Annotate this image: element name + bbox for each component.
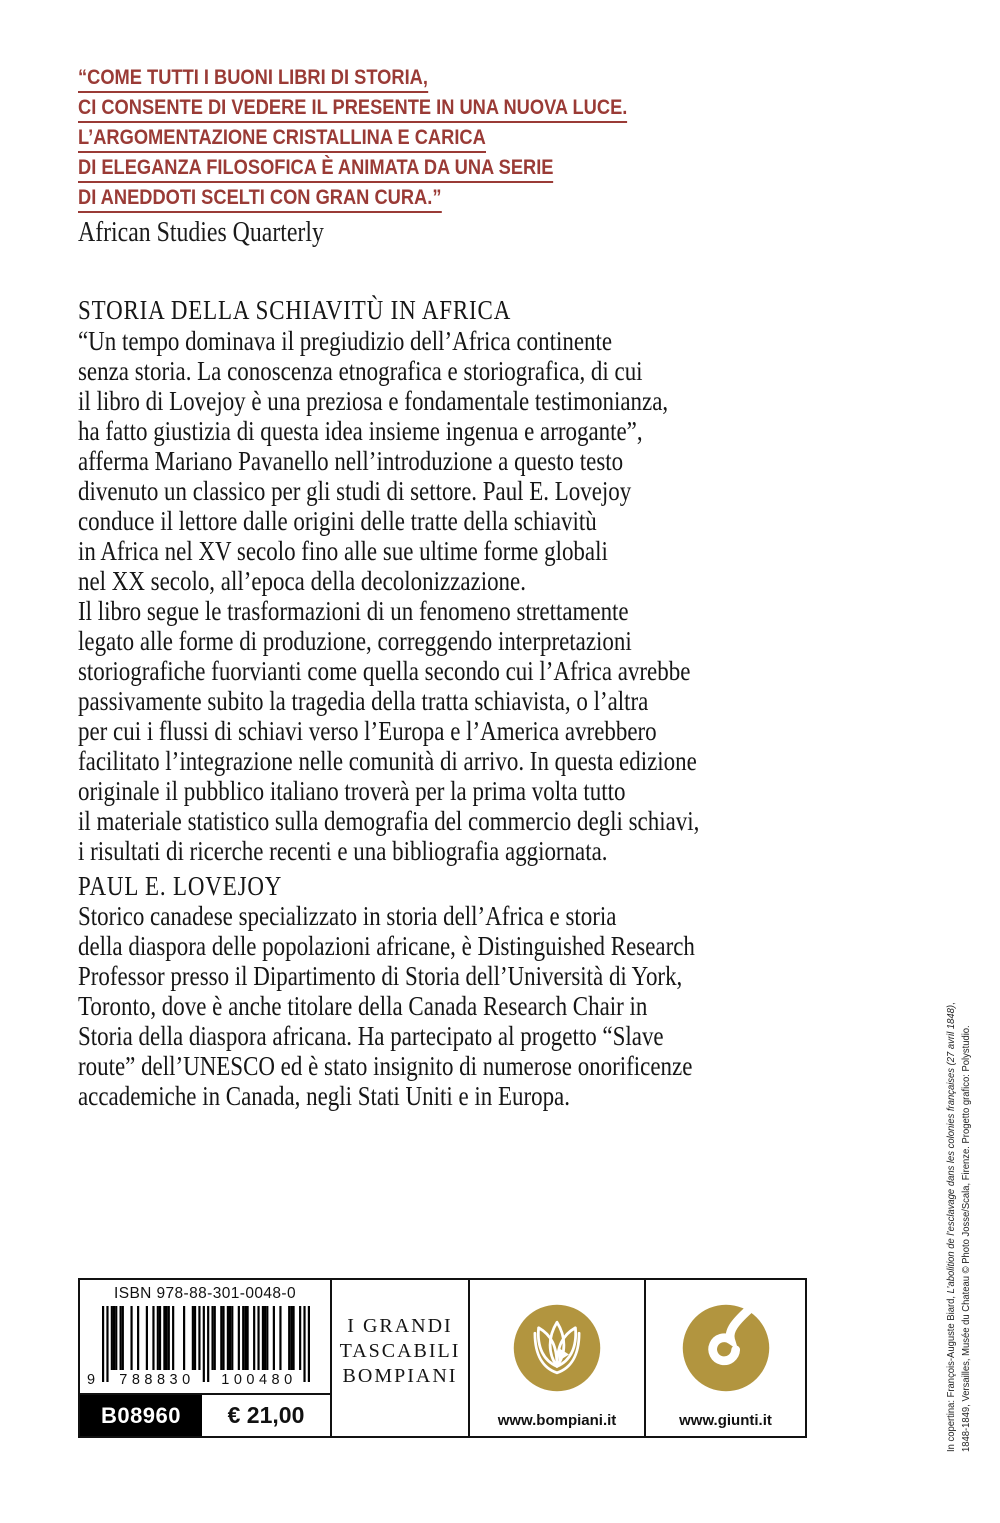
ean-digits bbox=[80, 1372, 330, 1390]
bompiani-flower-icon bbox=[511, 1302, 603, 1394]
bompiani-url: www.bompiani.it bbox=[497, 1412, 617, 1429]
barcode-block bbox=[80, 1280, 330, 1436]
painting-title: L’abolition de l’esclavage dans les colonies françaises (27 avril 1848) bbox=[945, 1004, 957, 1294]
ean-digits-left: 788830 bbox=[119, 1372, 195, 1388]
giunti-url: www.giunti.it bbox=[679, 1412, 772, 1429]
cover-credit-line-2: 1848-1849, Versailles, Musée du Chateau © Photo Josse/Scala, Firenze. Progetto grafico: Polystudio. bbox=[960, 1025, 972, 1452]
imprint-bompiani: I GRANDI TASCABILI BOMPIANI bbox=[330, 1280, 468, 1436]
back-cover-text-column bbox=[78, 66, 860, 1111]
giunti-swirl-icon bbox=[680, 1302, 772, 1394]
review-quote-lines: “COME TUTTI I BUONI LIBRI DI STORIA, CI CONSENTE DI VEDERE IL PRESENTE IN UNA NUOVA LUCE. L’ARGOMENTAZIONE CRISTALLINA E CARICA DI ELEGANZA FILOSOFICA È ANIMATA DA UNA SERIE DI ANEDDOTI SCELTI CON GRAN CURA.” bbox=[78, 66, 860, 216]
book-title-heading: STORIA DELLA SCHIAVITÙ IN AFRICA bbox=[78, 295, 512, 325]
isbn-label: ISBN 978-88-301-0048-0 bbox=[114, 1285, 296, 1302]
review-attribution: African Studies Quarterly bbox=[78, 217, 324, 248]
author-bio-paragraph: Storico canadese specializzato in storia dell’Africa e storia della diaspora delle popolazioni africane, è Distinguished Research Professor presso il Dipartimento di Storia dell’Università di York, Toronto, dove è anche titolare della Canada Research Chair in Storia della diaspora africana. Ha partecipato al progetto “Slave route” dell’UNESCO ed è stato insignito di numerose onorificenze accademiche in Canada, negli Stati Uniti e in Europa. bbox=[78, 901, 695, 1111]
footer-strip bbox=[78, 1278, 807, 1438]
edition-code: B08960 bbox=[80, 1395, 202, 1436]
review-quote bbox=[78, 66, 860, 249]
giunti-logo-cell bbox=[644, 1280, 805, 1436]
bompiani-logo-cell bbox=[468, 1280, 644, 1436]
price-row bbox=[80, 1393, 330, 1436]
ean-digit-first: 9 bbox=[86, 1372, 96, 1388]
ean-digits-right: 100480 bbox=[221, 1372, 297, 1388]
cover-credits bbox=[944, 912, 976, 1452]
credit-suffix: , bbox=[945, 1002, 957, 1005]
author-name-heading: PAUL E. LOVEJOY bbox=[78, 871, 283, 901]
price-value: € 21,00 bbox=[227, 1402, 305, 1428]
cover-credit-line-1 bbox=[944, 912, 959, 1452]
credit-prefix: In copertina: François-Auguste Biard, bbox=[945, 1293, 957, 1452]
synopsis-paragraph: “Un tempo dominava il pregiudizio dell’Africa continente senza storia. La conoscenza etnografica e storiografica, di cui il libro di Lovejoy è una preziosa e fondamentale testimonianza, ha fatto giustizia di questa idea insieme ingenua e arrogante”, afferma Mariano Pavanello nell’introduzione a questo testo divenuto un classico per gli studi di settore. Paul E. Lovejoy conduce il lettore dalle origini delle tratte della schiavitù in Africa nel XV secolo fino alle sue ultime forme globali nel XX secolo, all’epoca della decolonizzazione. Il libro segue le trasformazioni di un fenomeno strettamente legato alle forme di produzione, correggendo interpretazioni storiografiche fuorvianti come quella secondo cui l’Africa avrebbe passivamente subito la tragedia della tratta schiavista, o l’altra per cui i flussi di schiavi verso l’Europa e l’America avrebbero facilitato l’integrazione nelle comunità di arrivo. In questa edizione originale il pubblico italiano troverà per la prima volta tutto il materiale statistico sulla demografia del commercio degli schiavi, i risultati di ricerche recenti e una bibliografia aggiornata. bbox=[78, 326, 700, 866]
